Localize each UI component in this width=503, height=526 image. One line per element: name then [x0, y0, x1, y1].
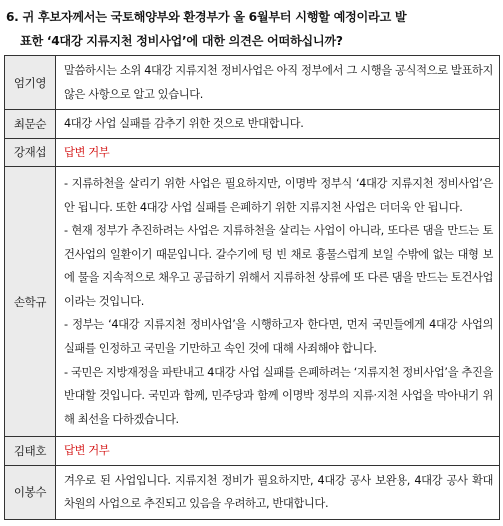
answer-text: 겨우로 된 사업입니다. 지류지천 정비가 필요하지만, 4대강 공사 보완용, 4대강 공사 확대 차원의 사업으로 추진되고 있음을 우려하고, 반대합니다. — [64, 473, 493, 511]
question-heading — [6, 5, 500, 53]
table-row — [5, 465, 500, 519]
question-line-1: 6. 귀 후보자께서는 국토해양부와 환경부가 올 6월부터 시행할 예정이라고 발 — [6, 10, 407, 24]
table-row — [5, 437, 500, 466]
answer-cell — [56, 110, 500, 139]
candidate-name: 강재섭 — [5, 138, 56, 167]
answer-cell — [56, 167, 500, 437]
table-row — [5, 56, 500, 110]
answer-cell — [56, 465, 500, 519]
answer-text: 말씀하시는 소위 4대강 지류지천 정비사업은 아직 정부에서 그 시행을 공식적으로 발표하지 않은 사항으로 알고 있습니다. — [64, 63, 493, 101]
candidate-name: 김태호 — [5, 437, 56, 466]
answer-cell — [56, 56, 500, 110]
answer-paragraph: - 현재 정부가 추진하려는 사업은 지류하천을 살리는 사업이 아니라, 또다른 댐을 만드는 토건사업의 일환이기 때문입니다. 갈수기에 텅 빈 채로 흉물스럽게 보일 수밖에 없는 대형 보에 물을 지속적으로 채우고 공급하기 위해서 지류하천 상류에 또 다른 댐을 만드는 토건사업이라는 것입니다. — [64, 224, 493, 308]
candidate-name: 손학규 — [5, 167, 56, 437]
answer-cell — [56, 138, 500, 167]
answer-paragraph: - 정부는 ‘4대강 지류지천 정비사업’을 시행하고자 한다면, 먼저 국민들에게 4대강 사업의 실패를 인정하고 국민을 기만하고 속인 것에 대해 사죄해야 합니다. — [64, 318, 493, 356]
answer-paragraph: - 지류하천을 살리기 위한 사업은 필요하지만, 이명박 정부식 ‘4대강 지류지천 정비사업’은 안 됩니다. 또한 4대강 사업 실패를 은폐하기 위한 지류지천 사업은 더더욱 안 됩니다. — [64, 176, 493, 214]
question-line-2: 표한 ‘4대강 지류지천 정비사업’에 대한 의견은 어떠하십니까? — [20, 34, 343, 48]
answers-table — [4, 55, 500, 520]
answer-refused-text: 답변 거부 — [64, 145, 110, 159]
candidate-name: 최문순 — [5, 110, 56, 139]
answer-refused-text: 답변 거부 — [64, 444, 110, 458]
answer-text: 4대강 사업 실패를 감추기 위한 것으로 반대합니다. — [64, 117, 304, 130]
table-row — [5, 110, 500, 139]
answer-cell — [56, 437, 500, 466]
answer-paragraph: - 국민은 지방재정을 파탄내고 4대강 사업 실패를 은폐하려는 ‘지류지천 정비사업’을 추진을 반대할 것입니다. 국민과 함께, 민주당과 함께 이명박 정부의 지류·지천 사업을 막아내기 위해 최선을 다하겠습니다. — [64, 365, 493, 426]
candidate-name: 엄기영 — [5, 56, 56, 110]
table-row — [5, 138, 500, 167]
table-row — [5, 167, 500, 437]
candidate-name: 이봉수 — [5, 465, 56, 519]
